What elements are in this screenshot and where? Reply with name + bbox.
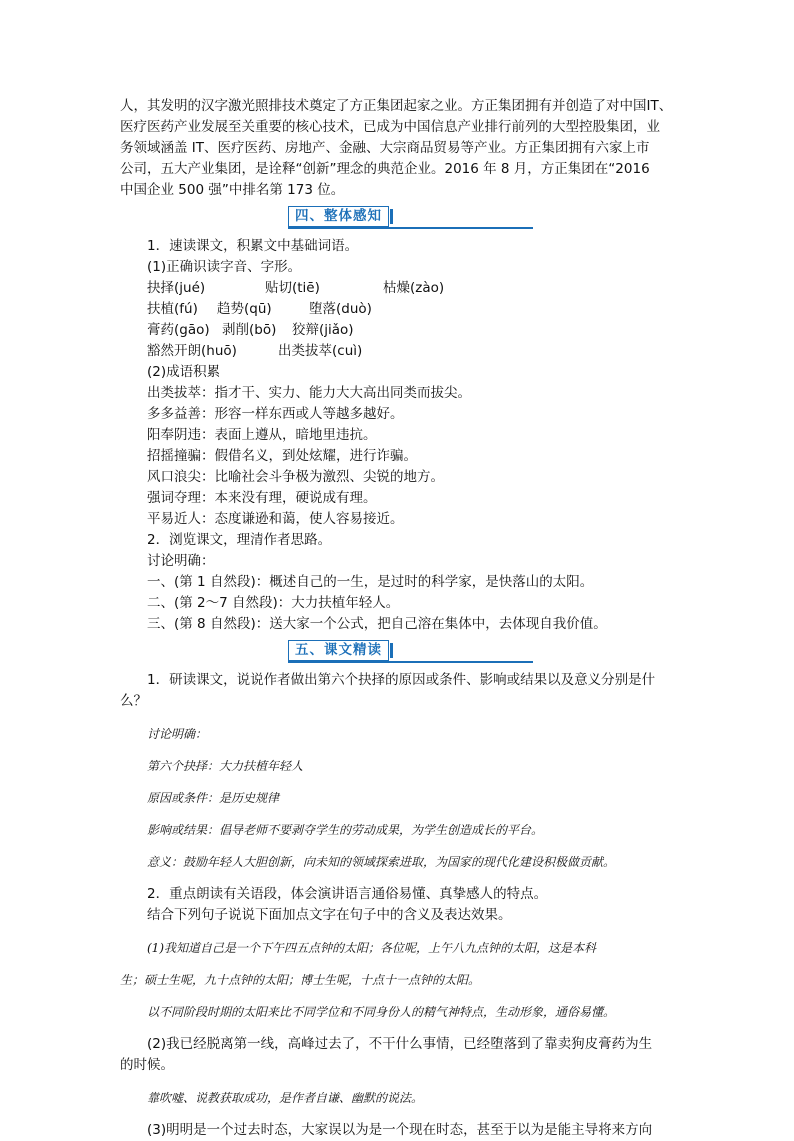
text-line: 中国企业 500 强”中排名第 173 位。 (120, 182, 345, 198)
text-line: 医疗医药产业发展至关重要的核心技术，已成为中国信息产业排行前列的大型控股集团，业 (120, 119, 660, 135)
section-heading-4 (120, 204, 680, 230)
idiom-entry: 出类拔萃：指才干、实力、能力大大高出同类而拔尖。 (147, 385, 471, 401)
example-sentence: (1)我知道自己是一个下午四五点钟的太阳；各位呢，上午八九点钟的太阳，这是本科 (147, 941, 597, 955)
question: 2．重点朗读有关语段，体会演讲语言通俗易懂、真挚感人的特点。 (147, 886, 548, 902)
question-intro: 结合下列句子说说下面加点文字在句子中的含义及表达效果。 (147, 907, 512, 923)
pinyin-word: 豁然开朗(huō) (147, 343, 237, 359)
pinyin-word: 出类拔萃(cuì) (278, 343, 363, 359)
section-heading-5 (120, 638, 680, 664)
discussion-label: 讨论明确： (147, 553, 215, 569)
example-sentence: (3)明明是一个过去时态，大家误以为是一个现在时态，甚至于以为是能主导将来方向 (147, 1122, 653, 1138)
document-page (120, 96, 680, 1141)
answer-line: 靠吹嘘、说教获取成功，是作者自谦、幽默的说法。 (147, 1091, 424, 1105)
section-title: 四、整体感知 (288, 206, 389, 227)
text-line: 人，其发明的汉字激光照排技术奠定了方正集团起家之业。方正集团拥有并创造了对中国IT、 (120, 98, 673, 114)
pinyin-row (120, 341, 680, 362)
pinyin-word: 剥削(bō) (222, 322, 277, 338)
question: 2．浏览课文，理清作者思路。 (147, 532, 332, 548)
outline-item: 一、(第 1 自然段)：概述自己的一生，是过时的科学家，是快落山的太阳。 (147, 574, 594, 590)
answer-line: 讨论明确： (147, 727, 208, 741)
sub-heading: (2)成语积累 (147, 364, 221, 380)
idiom-entry: 阳奉阴违：表面上遵从，暗地里违抗。 (147, 427, 377, 443)
example-sentence: (2)我已经脱离第一线，高峰过去了，不干什么事情，已经堕落到了靠卖狗皮膏药为生 (147, 1036, 653, 1052)
example-sentence-continued: 的时候。 (120, 1057, 174, 1073)
intro-paragraph (120, 96, 680, 201)
idiom-entry: 风口浪尖：比喻社会斗争极为激烈、尖锐的地方。 (147, 469, 444, 485)
question-continued: 么？ (120, 693, 147, 709)
pinyin-word: 堕落(duò) (309, 301, 372, 317)
example-sentence-continued: 生；硕士生呢，九十点钟的太阳；博士生呢，十点十一点钟的太阳。 (120, 973, 481, 987)
outline-item: 二、(第 2～7 自然段)：大力扶植年轻人。 (147, 595, 400, 611)
pinyin-word: 趋势(qū) (217, 301, 272, 317)
text-line: 公司，五大产业集团，是诠释“创新”理念的典范企业。2016 年 8 月，方正集团在“2016 (120, 161, 650, 177)
pinyin-word: 贴切(tiē) (265, 280, 320, 296)
question: 1．速读课文，积累文中基础词语。 (147, 238, 359, 254)
text-line: 务领域涵盖 IT、医疗医药、房地产、金融、大宗商品贸易等产业。方正集团拥有六家上市 (120, 140, 650, 156)
pinyin-word: 抉择(jué) (147, 280, 206, 296)
answer-line: 影响或结果：倡导老师不要剥夺学生的劳动成果，为学生创造成长的平台。 (147, 823, 544, 837)
answer-line: 第六个抉择：大力扶植年轻人 (147, 759, 304, 773)
answer-line: 原因或条件：是历史规律 (147, 791, 280, 805)
section-underline (288, 227, 533, 229)
idiom-entry: 平易近人：态度谦逊和蔼，使人容易接近。 (147, 511, 404, 527)
idiom-entry: 招摇撞骗：假借名义，到处炫耀，进行诈骗。 (147, 448, 417, 464)
pinyin-word: 膏药(gāo) (147, 322, 210, 338)
pinyin-row (120, 299, 680, 320)
answer-line: 以不同阶段时期的太阳来比不同学位和不同身份人的精气神特点，生动形象，通俗易懂。 (147, 1005, 616, 1019)
answer-line: 意义：鼓励年轻人大胆创新，向未知的领域探索进取，为国家的现代化建设积极做贡献。 (147, 855, 616, 869)
section-underline (288, 661, 533, 663)
question: 1．研读课文，说说作者做出第六个抉择的原因或条件、影响或结果以及意义分别是什 (147, 672, 656, 688)
section-title: 五、课文精读 (288, 640, 389, 661)
pinyin-word: 扶植(fú) (147, 301, 198, 317)
pinyin-row (120, 320, 680, 341)
outline-item: 三、(第 8 自然段)：送大家一个公式，把自己溶在集体中，去体现自我价值。 (147, 616, 607, 632)
idiom-entry: 多多益善：形容一样东西或人等越多越好。 (147, 406, 404, 422)
pinyin-row (120, 278, 680, 299)
pinyin-word: 枯燥(zào) (383, 280, 445, 296)
pinyin-word: 狡辩(jiǎo) (292, 322, 354, 338)
idiom-entry: 强词夺理：本来没有理，硬说成有理。 (147, 490, 377, 506)
sub-heading: (1)正确识读字音、字形。 (147, 259, 302, 275)
